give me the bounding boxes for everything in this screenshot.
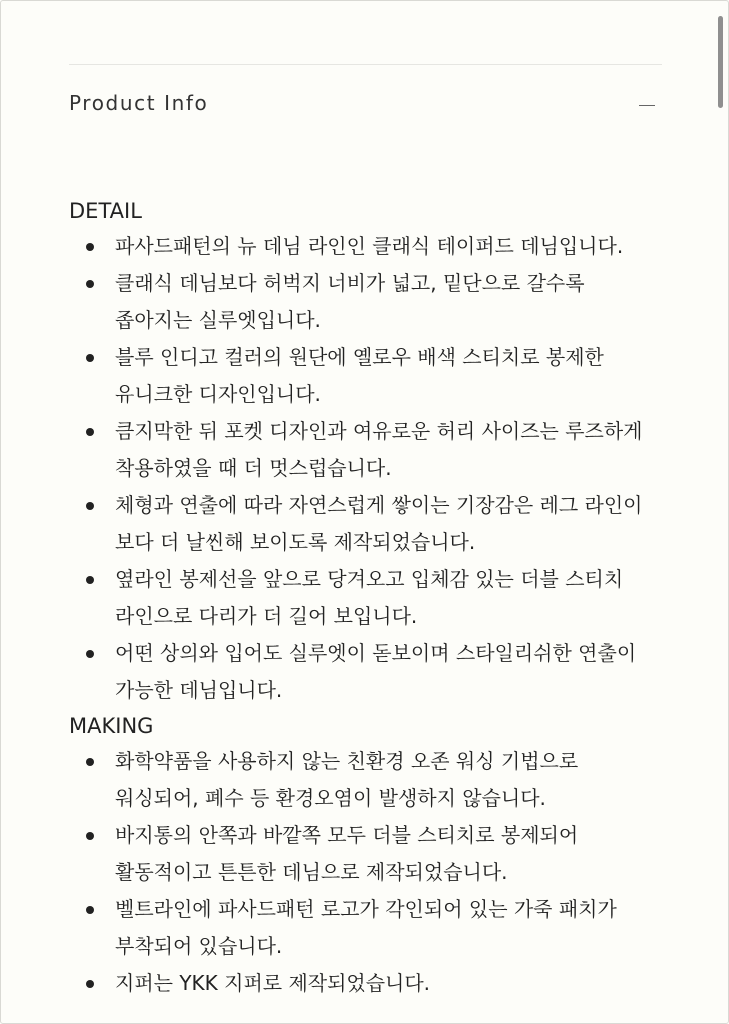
list-item [69, 817, 669, 891]
bullet-icon [86, 280, 94, 288]
list-item-text: 바지통의 안쪽과 바깥쪽 모두 더블 스티치로 봉제되어 활동적이고 튼튼한 데님으로 제작되었습니다. [115, 823, 579, 884]
list-item-text: 블루 인디고 컬러의 원단에 옐로우 배색 스티치로 봉제한 유니크한 디자인입니다. [115, 345, 604, 406]
list-item-text: 지퍼는 YKK 지퍼로 제작되었습니다. [115, 971, 431, 995]
list-item [69, 265, 669, 339]
minus-icon[interactable] [639, 105, 655, 106]
bullet-icon [86, 354, 94, 362]
list-item [69, 743, 669, 817]
list-item-text: 화학약품을 사용하지 않는 친환경 오존 워싱 기법으로 워싱되어, 폐수 등 환경오염이 발생하지 않습니다. [115, 749, 579, 810]
bullet-icon [86, 832, 94, 840]
list-item-text: 벨트라인에 파사드패턴 로고가 각인되어 있는 가죽 패치가 부착되어 있습니다. [115, 897, 617, 958]
top-divider [69, 64, 662, 65]
list-item [69, 965, 669, 1002]
bullet-icon [86, 758, 94, 766]
list-item-text: 파사드패턴의 뉴 데님 라인인 클래식 테이퍼드 데님입니다. [115, 234, 624, 258]
bullet-icon [86, 243, 94, 251]
accordion-title: Product Info [69, 91, 209, 115]
product-info-accordion-header[interactable] [69, 89, 662, 123]
list-item-text: 큼지막한 뒤 포켓 디자인과 여유로운 허리 사이즈는 루즈하게 착용하였을 때 더 멋스럽습니다. [115, 419, 643, 480]
list-item-text: 클래식 데님보다 허벅지 너비가 넓고, 밑단으로 갈수록 좁아지는 실루엣입니다. [115, 271, 585, 332]
product-info-content [69, 194, 669, 1002]
bullet-icon [86, 650, 94, 658]
list-item-text: 옆라인 봉제선을 앞으로 당겨오고 입체감 있는 더블 스티치 라인으로 다리가 더 길어 보입니다. [115, 567, 624, 628]
list-item [69, 487, 669, 561]
list-item [69, 413, 669, 487]
section-heading-detail: DETAIL [69, 199, 142, 223]
bullet-icon [86, 428, 94, 436]
list-item [69, 228, 669, 265]
making-list [69, 743, 669, 1002]
list-item-text: 어떤 상의와 입어도 실루엣이 돋보이며 스타일리쉬한 연출이 가능한 데님입니다. [115, 641, 637, 702]
list-item-text: 체형과 연출에 따라 자연스럽게 쌓이는 기장감은 레그 라인이 보다 더 날씬해 보이도록 제작되었습니다. [115, 493, 643, 554]
section-heading-making: MAKING [69, 714, 154, 738]
bullet-icon [86, 980, 94, 988]
bullet-icon [86, 502, 94, 510]
bullet-icon [86, 576, 94, 584]
list-item [69, 561, 669, 635]
bullet-icon [86, 906, 94, 914]
list-item [69, 891, 669, 965]
scrollbar-thumb[interactable] [718, 16, 723, 108]
detail-list [69, 228, 669, 709]
list-item [69, 635, 669, 709]
list-item [69, 339, 669, 413]
